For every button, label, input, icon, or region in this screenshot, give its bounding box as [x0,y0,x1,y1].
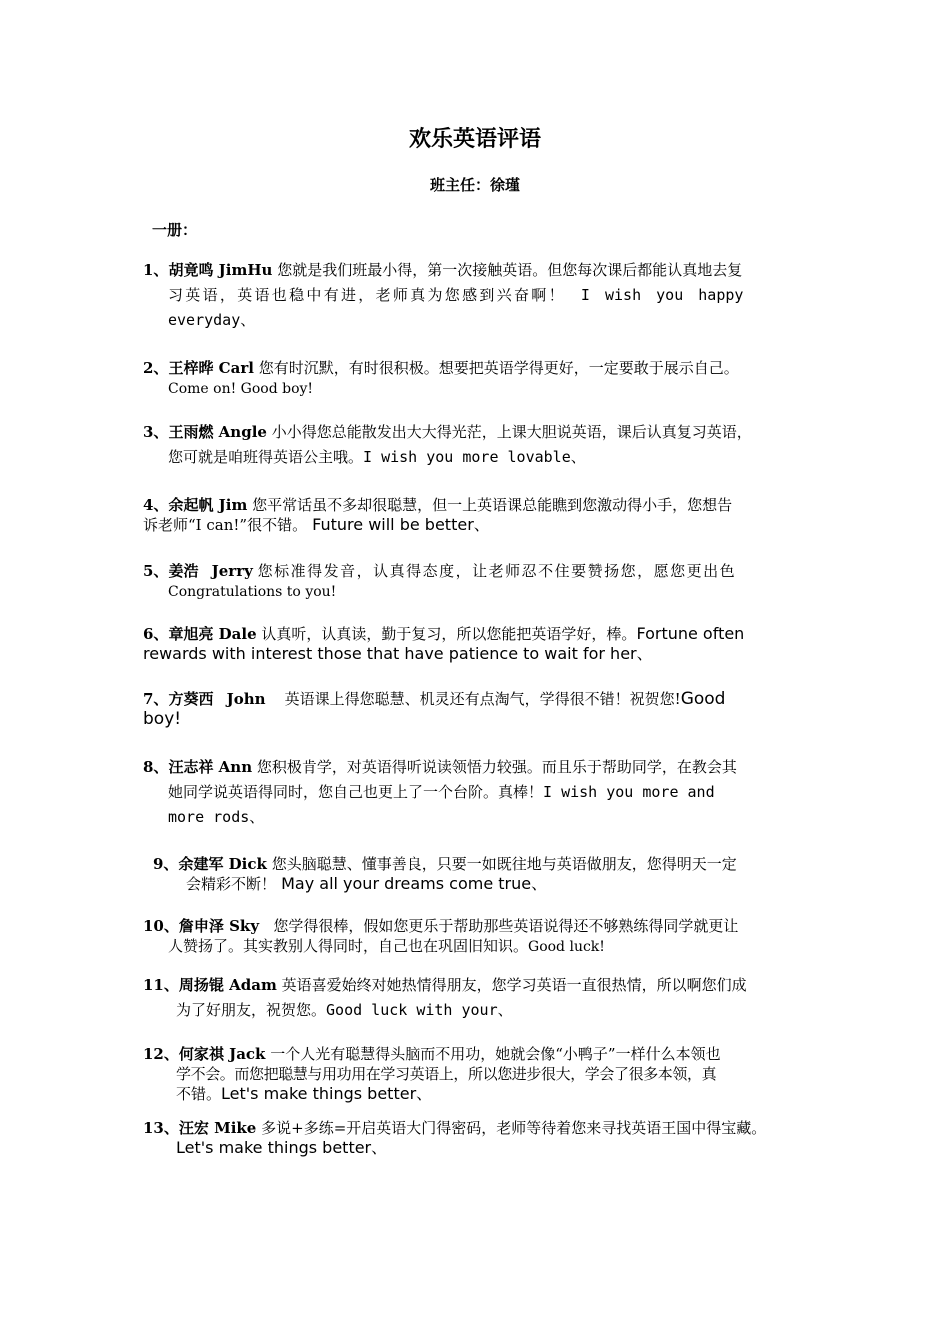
student-name: 詹申泽 Sky [178,917,260,935]
student-name: 余建军 Dick [178,855,267,873]
student-name: 周扬锟 Adam [178,976,277,994]
comment-text: 人赞扬了。其实教别人得同时，自己也在巩固旧知识。 [168,937,529,955]
comment-entry-4 [143,495,732,535]
entry-number: 11、 [143,976,179,994]
comment-text: 不错。 [176,1085,222,1103]
student-name: 王雨燃 Angle [168,423,267,441]
comment-entry-6 [143,624,744,664]
comment-text: 您平常话虽不多却很聪慧，但一上英语课总能瞧到您激动得小手，您想告 [252,496,733,514]
comment-english: boy! [143,709,182,729]
entry-number: 2、 [143,359,169,377]
comment-entry-1 [143,258,743,333]
comment-entry-10 [143,916,738,957]
comment-text: 英语喜爱始终对她热情得朋友，您学习英语一直很热情，所以啊您们成 [281,976,747,994]
comment-english: Come on! Good boy! [168,381,314,397]
entry-number: 8、 [143,758,169,776]
comment-text: 多说+多练=开启英语大门得密码，老师等待着您来寻找英语王国中得宝藏。 [261,1119,767,1137]
comment-entry-2 [143,358,739,399]
entry-number: 5、 [143,562,169,580]
comment-text: 习英语，英语也稳中有进，老师真为您感到兴奋啊！ [168,286,566,304]
comment-text: 学不会。而您把聪慧与用功用在学习英语上，所以您进步很大，学会了很多本领，真 [176,1065,717,1083]
entry-number: 4、 [143,496,169,514]
student-name: 姜浩 Jerry [168,562,253,580]
comment-text: 您可就是咱班得英语公主哦。 [168,448,364,466]
comment-english: rewards with interest those that have patience to wait for her、 [143,644,653,663]
comment-english: Fortune often [636,624,745,643]
comment-english: Good [680,689,726,709]
entry-number: 12、 [143,1045,179,1063]
comment-text: 她同学说英语得同时，您自己也更上了一个台阶。真棒！ [168,783,544,801]
entry-number: 10、 [143,917,179,935]
comment-entry-11 [143,973,747,1023]
comment-english: Let's make things better、 [221,1084,433,1103]
student-name: 何家祺 Jack [178,1045,266,1063]
entry-number: 6、 [143,625,169,643]
entry-number: 3、 [143,423,169,441]
entry-number: 13、 [143,1119,179,1137]
comment-entry-13 [143,1118,766,1158]
comment-entry-3 [143,420,752,470]
comment-english: more rods、 [168,808,265,826]
comment-english: I wish you more lovable、 [363,448,586,466]
comment-english: I wish you happy [565,286,744,304]
entry-number: 9、 [153,855,179,873]
comment-text: 会精彩不断！ [186,875,277,893]
student-name: 胡竟鸣 JimHu [168,261,273,279]
student-name: 汪宏 Mike [178,1119,257,1137]
comment-text: 您头脑聪慧、懂事善良，只要一如既往地与英语做朋友，您得明天一定 [271,855,737,873]
student-name: 方葵西 John [168,690,266,708]
comment-english: Let's make things better、 [176,1138,388,1157]
entry-number: 7、 [143,690,169,708]
comment-text: 认真听，认真读，勤于复习，所以您能把英语学好，棒。 [261,625,637,643]
comment-english: everyday、 [168,311,256,329]
comment-text: 为了好朋友，祝贺您。 [176,1001,327,1019]
page-title: 欢乐英语评语 [408,126,541,152]
comment-entry-7 [143,689,725,729]
comment-text: 您标准得发音，认真得态度，让老师忍不住要赞扬您，愿您更出色 [257,562,737,580]
student-name: 余起帆 Jim [168,496,248,514]
comment-text: 英语课上得您聪慧、机灵还有点淘气，学得很不错！祝贺您! [284,690,681,708]
comment-english: I wish you more and [543,783,715,801]
comment-text: 一个人光有聪慧得头脑而不用功，她就会像“小鸭子”一样什么本领也 [270,1045,721,1063]
comment-english: Good luck with your、 [326,1001,513,1019]
comment-text: 您有时沉默，有时很积极。想要把英语学得更好，一定要敢于展示自己。 [258,359,739,377]
comment-text: 小小得您总能散发出大大得光茫，上课大胆说英语，课后认真复习英语， [271,423,752,441]
comment-entry-12 [143,1044,721,1104]
comment-text: 您学得很棒，假如您更乐于帮助那些英语说得还不够熟练得同学就更让 [273,917,739,935]
student-name: 汪志祥 Ann [168,758,253,776]
comment-text: 诉老师“I can!”很不错。 [143,516,308,534]
student-name: 章旭亮 Dale [168,625,257,643]
comment-english: Good luck! [528,939,605,955]
comment-text: 您就是我们班最小得，第一次接触英语。但您每次课后都能认真地去复 [277,261,743,279]
comment-text: 您积极肯学，对英语得听说读领悟力较强。而且乐于帮助同学，在教会其 [256,758,737,776]
comment-entry-5 [143,561,736,602]
section-heading: 一册： [152,221,198,239]
comment-entry-9 [153,854,737,894]
teacher-line: 班主任：徐瑾 [429,176,520,194]
comment-english: Future will be better、 [307,515,490,534]
entry-number: 1、 [143,261,169,279]
comment-english: May all your dreams come true、 [276,874,548,893]
student-name: 王梓晔 Carl [168,359,254,377]
comment-english: Congratulations to you! [168,584,337,600]
comment-entry-8 [143,755,737,830]
